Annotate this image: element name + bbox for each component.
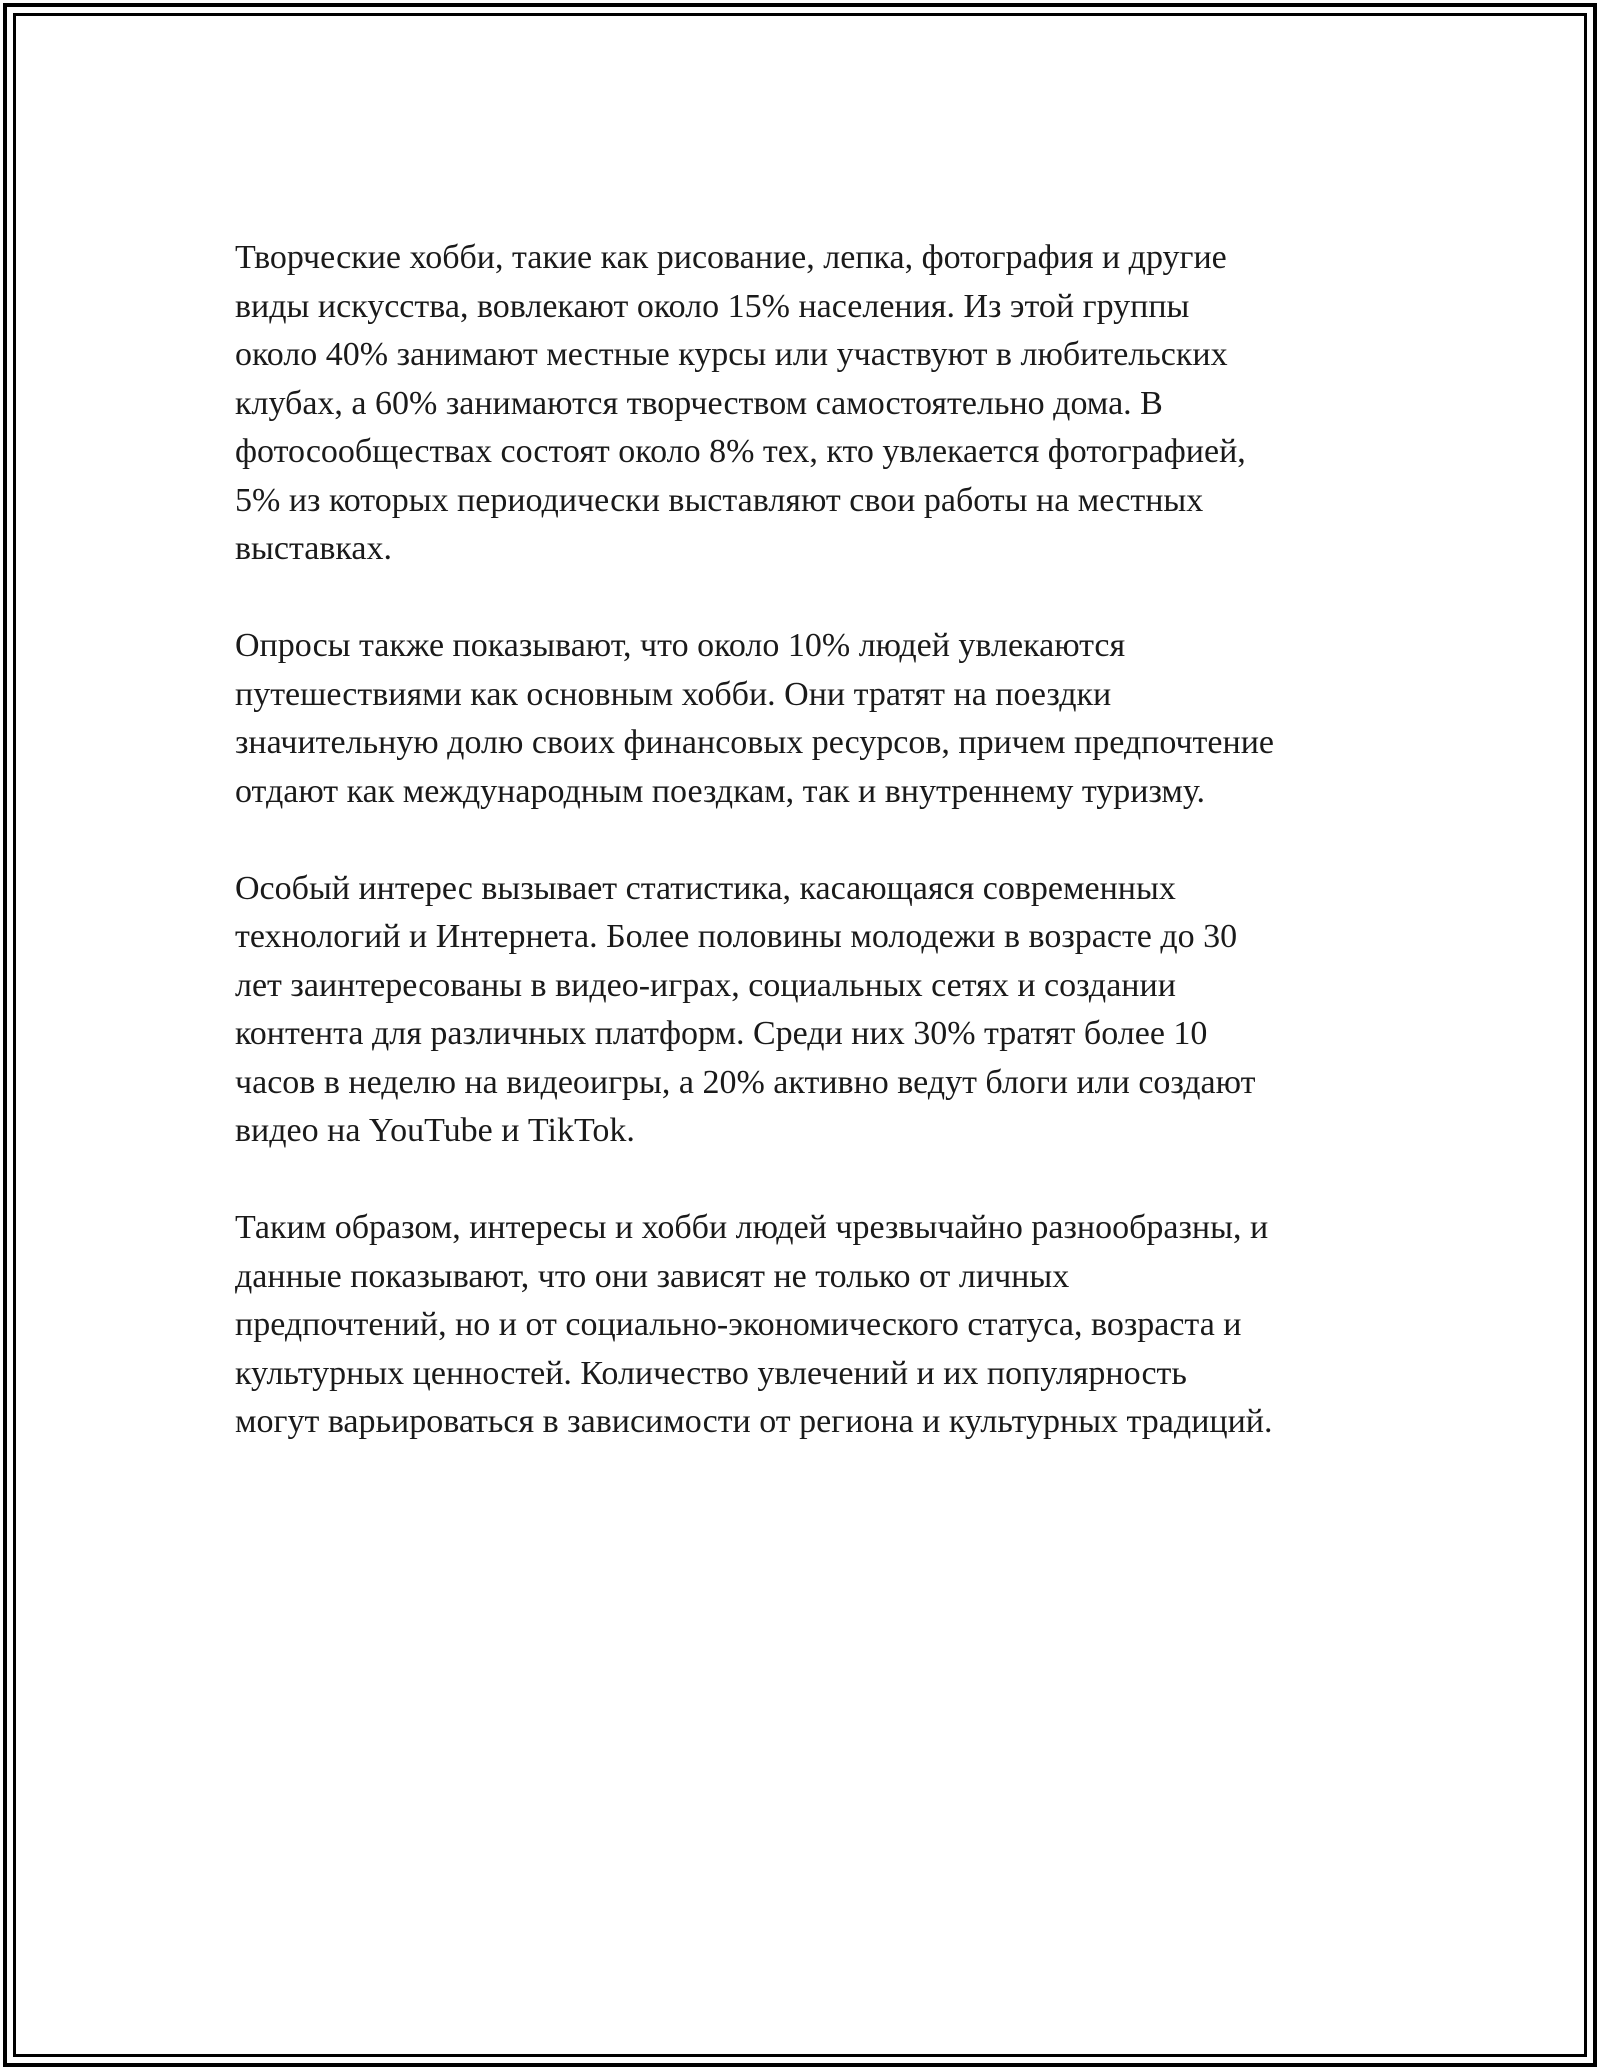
text-line: около 40% занимают местные курсы или участвуют в любительских [235, 336, 1228, 373]
text-line: данные показывают, что они зависят не только от личных [235, 1257, 1070, 1295]
text-line: культурных ценностей. Количество увлечений и их популярность [235, 1354, 1187, 1392]
text-line: выставках. [235, 530, 393, 567]
paragraph-technology [235, 865, 1395, 1156]
text-line: отдают как международным поездкам, так и внутреннему туризму. [235, 772, 1206, 810]
text-line: 5% из которых периодически выставляют свои работы на местных [235, 481, 1204, 519]
document-body [235, 234, 1395, 1447]
text-line: Опросы также показывают, что около 10% людей увлекаются [235, 627, 1126, 664]
text-line: могут варьироваться в зависимости от региона и культурных традиций. [235, 1403, 1273, 1440]
text-line: клубах, а 60% занимаются творчеством самостоятельно дома. В [235, 384, 1163, 422]
text-line: видео на YouTube и TikTok. [235, 1112, 635, 1149]
text-line: фотосообществах состоят около 8% тех, кто увлекается фотографией, [235, 433, 1246, 470]
text-line: Таким образом, интересы и хобби людей чрезвычайно разнообразны, и [235, 1209, 1269, 1246]
text-line: значительную долю своих финансовых ресурсов, причем предпочтение [235, 724, 1274, 761]
text-line: Особый интерес вызывает статистика, касающаяся современных [235, 869, 1176, 907]
paragraph-travel [235, 622, 1395, 816]
text-line: Творческие хобби, такие как рисование, лепка, фотография и другие [235, 239, 1227, 276]
text-line: путешествиями как основным хобби. Они тратят на поездки [235, 675, 1112, 713]
text-line: контента для различных платформ. Среди них 30% тратят более 10 [235, 1015, 1208, 1052]
text-line: лет заинтересованы в видео-играх, социальных сетях и создании [235, 966, 1176, 1004]
paragraph-creative-hobbies [235, 234, 1395, 574]
text-line: виды искусства, вовлекают около 15% населения. Из этой группы [235, 287, 1190, 325]
text-line: технологий и Интернета. Более половины молодежи в возрасте до 30 [235, 918, 1238, 955]
text-line: предпочтений, но и от социально-экономического статуса, возраста и [235, 1306, 1242, 1343]
text-line: часов в неделю на видеоигры, а 20% активно ведут блоги или создают [235, 1063, 1256, 1101]
paragraph-conclusion [235, 1204, 1395, 1447]
